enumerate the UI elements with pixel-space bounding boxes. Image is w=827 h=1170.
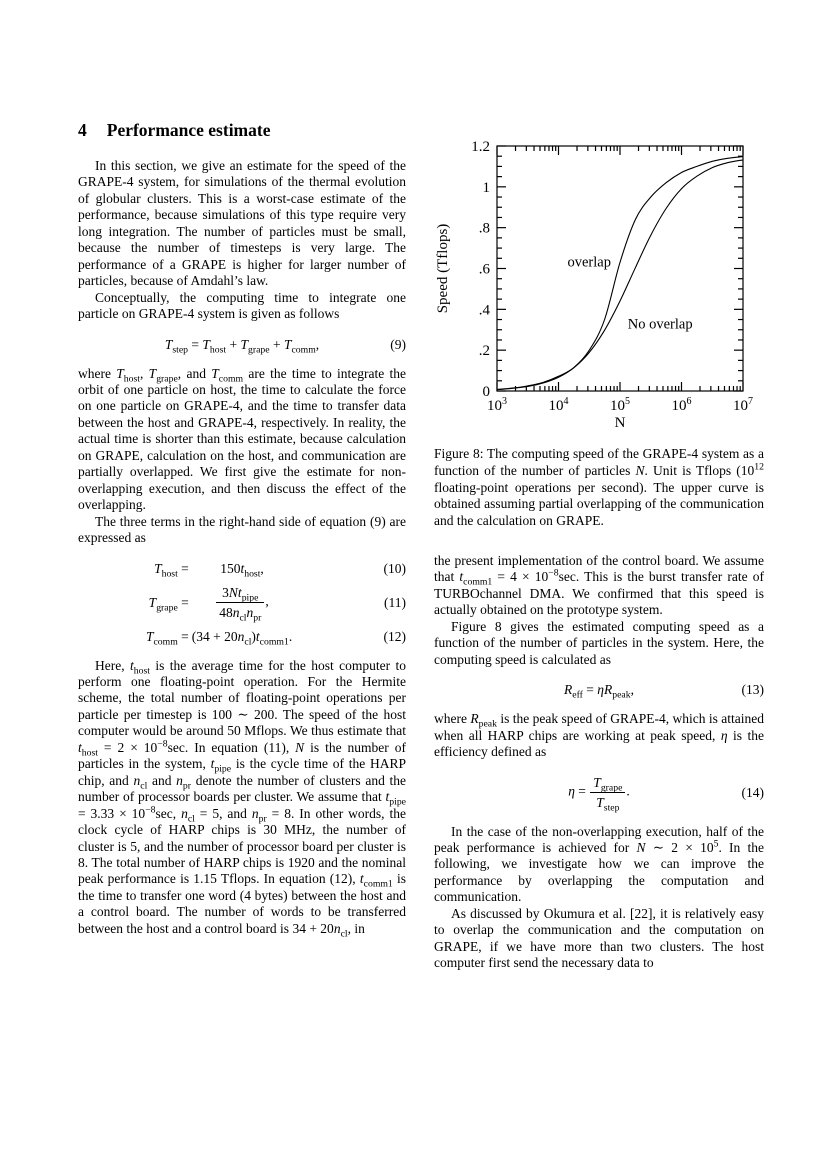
chart-tick-labels	[435, 139, 753, 431]
annotation-no-overlap: No overlap	[627, 316, 693, 333]
right-column	[434, 131, 764, 972]
svg-text:106: $10^6$	[671, 396, 692, 414]
section-heading	[78, 120, 406, 141]
equation-14-expression	[565, 774, 633, 814]
equation-14-tail: .	[626, 783, 630, 799]
left-column	[78, 120, 407, 940]
equation-11-number: (11)	[384, 594, 406, 610]
paragraph-intro: In this section, we give an estimate for the speed of the GRAPE-4 system, for simulations of the thermal evolution of globular clusters. This is a worst-case estimate of the performance, because simulations of this type require very long integration. The number of particles must be small, because the number of timesteps is very large. The performance of a GRAPE is higher for larger number of particles, because of Amdahl’s law.	[78, 158, 406, 289]
equation-9-expression: $T_{step} = T_{host} + T_{grape} + T_{comm}$,	[164, 336, 320, 356]
equation-11-lhs: $T_{grape}$ =	[148, 594, 189, 614]
annotation-overlap: overlap	[567, 254, 611, 271]
figure-8-chart	[434, 131, 765, 431]
paragraph-three-terms: The three terms in the right-hand side of equation (9) are expressed as	[78, 513, 406, 546]
svg-text:105: $10^5$	[610, 396, 630, 414]
fraction-denominator: $T_{step}$	[590, 792, 625, 811]
paragraph-conceptually: Conceptually, the computing time to integrate one particle on GRAPE-4 system is given as follows	[78, 289, 406, 322]
fraction	[216, 584, 264, 624]
svg-text:107: $10^7$	[733, 396, 753, 414]
paragraph-present-implementation: the present implementation of the control board. We assume that $t_{comm1} = 4 \times 10^{-8}\sec$. This is the burst transfer rate of TURBOchannel DMA. We confirmed that this speed is actually obtained on the prototype system.	[434, 552, 764, 618]
x-axis-label: N	[614, 415, 626, 431]
fraction-numerator: $T_{grape}$	[593, 774, 623, 794]
equation-13-expression: $R_{eff} = \eta R_{peak}$,	[564, 682, 634, 701]
fraction	[590, 774, 625, 814]
svg-text:104: $10^4$	[548, 396, 569, 414]
equation-14	[434, 774, 764, 814]
equation-12-lhs: $T_{comm}$ =	[145, 628, 189, 648]
svg-text:.2: .2	[478, 343, 490, 360]
paragraph-where-terms: where $T_{host}$, $T_{grape}$, and $T_{comm}$ are the time to integrate the orbit of one particle on host, the time to calculate the force on one particle on GRAPE-4, and the time to transfer data between the host and GRAPE-4, respectively. In reality, the actual time is shorter than this estimate, because calculation on GRAPE, calculation on the host, and communication are partially overlapped. We first give the estimate for non-overlapping execution, and then discuss the effect of the overlapping.	[78, 365, 407, 513]
equation-9-number: (9)	[390, 336, 406, 352]
svg-text:103: $10^3$	[487, 396, 507, 414]
svg-text:0: 0	[482, 384, 490, 400]
paragraph-okumura: As discussed by Okumura et al. [22], it is relatively easy to overlap the communication and the computation on GRAPE, if we have more than two clusters. The host computer first send the necessary data to	[434, 905, 764, 971]
equation-12-rhs: $(34 + 20n_{cl})t_{comm1}$.	[191, 628, 293, 648]
equation-13-number: (13)	[741, 682, 764, 698]
equation-11-rhs	[189, 584, 295, 624]
svg-text:1: 1	[482, 179, 490, 196]
equation-14-lead: η =	[568, 783, 590, 799]
fraction-denominator: $48n_{cl}n_{pr}$	[216, 602, 264, 621]
y-axis-label: Speed (Tflops)	[435, 223, 451, 314]
paragraph-non-overlapping: In the case of the non-overlapping execution, half of the peak performance is achieved for N ∼ $2 \times 10^5$. In the following, we investigate how we can improve the performance by overlapping the computation and communication.	[434, 823, 764, 905]
series-no-overlap	[497, 160, 743, 390]
paragraph-figure8-gives: Figure 8 gives the estimated computing speed as a function of the number of particles in the system. Here, the computing speed is calculated as	[434, 618, 764, 667]
equation-14-number: (14)	[741, 784, 764, 800]
chart-axes	[497, 146, 743, 391]
paragraph-where-rpeak: where $R_{peak}$ is the peak speed of GRAPE-4, which is attained when all HARP chips are working at peak speed, η is the efficiency defined as	[434, 711, 764, 760]
series-overlap	[497, 157, 743, 390]
figure-caption-text: Figure 8: The computing speed of the GRAPE-4 system as a function of the number of particles N. Unit is Tflops ($10^{12}$ floating-point operations per second). The upper curve is obtained assuming partial overlapping of the communication and the calculation on GRAPE.	[434, 446, 764, 529]
figure-8-caption	[434, 446, 764, 530]
svg-text:.4: .4	[478, 302, 490, 319]
equation-10-rhs: $150t_{host}$,	[220, 560, 264, 580]
equation-13	[434, 681, 764, 701]
equation-11-tail: ,	[265, 593, 269, 609]
section-number: 4	[78, 120, 87, 140]
svg-text:1.2: 1.2	[471, 139, 490, 155]
fraction-numerator: $3Nt_{pipe}$	[222, 584, 259, 604]
paragraph-here-thost: Here, $t_{host}$ is the average time for the host computer to perform one floating-point operation. For the Hermite scheme, the total number of floating-point operations per particle per timestep is 100 ∼ 200. The speed of the host computer would be around 50 Mflops. We thus estimate that $t_{host} = 2 \times 10^{-8}\sec$. In equation (11), N is the number of particles in the system, $t_{pipe}$ is the cycle time of the HARP chip, and $n_{cl}$ and $n_{pr}$ denote the number of clusters and the number of processor boards per cluster. We assume that $t_{pipe} = 3.33 \times 10^{-8}\sec$, $n_{cl} = 5$, and $n_{pr} = 8$. In other words, the clock cycle of HARP chips is 30 MHz, the number of cluster is 5, and the number of processor board per cluster is 8. The total number of HARP chips is 1920 and the nominal peak performance is 1.15 Tflops. In equation (12), $t_{comm1}$ is the time to transfer one word (4 bytes) between the host and a control board. The number of words to be transferred between the host and a control board is $34 + 20n_{cl}$, in	[78, 657, 406, 940]
equation-9	[78, 336, 406, 356]
equation-array-10-12	[78, 560, 406, 648]
equation-12-number: (12)	[383, 628, 406, 644]
section-title: Performance estimate	[106, 120, 271, 140]
figure-8	[434, 131, 764, 530]
equation-10-lhs: $T_{host}$ =	[154, 560, 189, 580]
equation-10-number: (10)	[383, 560, 406, 576]
svg-text:.6: .6	[478, 261, 490, 278]
svg-text:.8: .8	[478, 220, 490, 237]
